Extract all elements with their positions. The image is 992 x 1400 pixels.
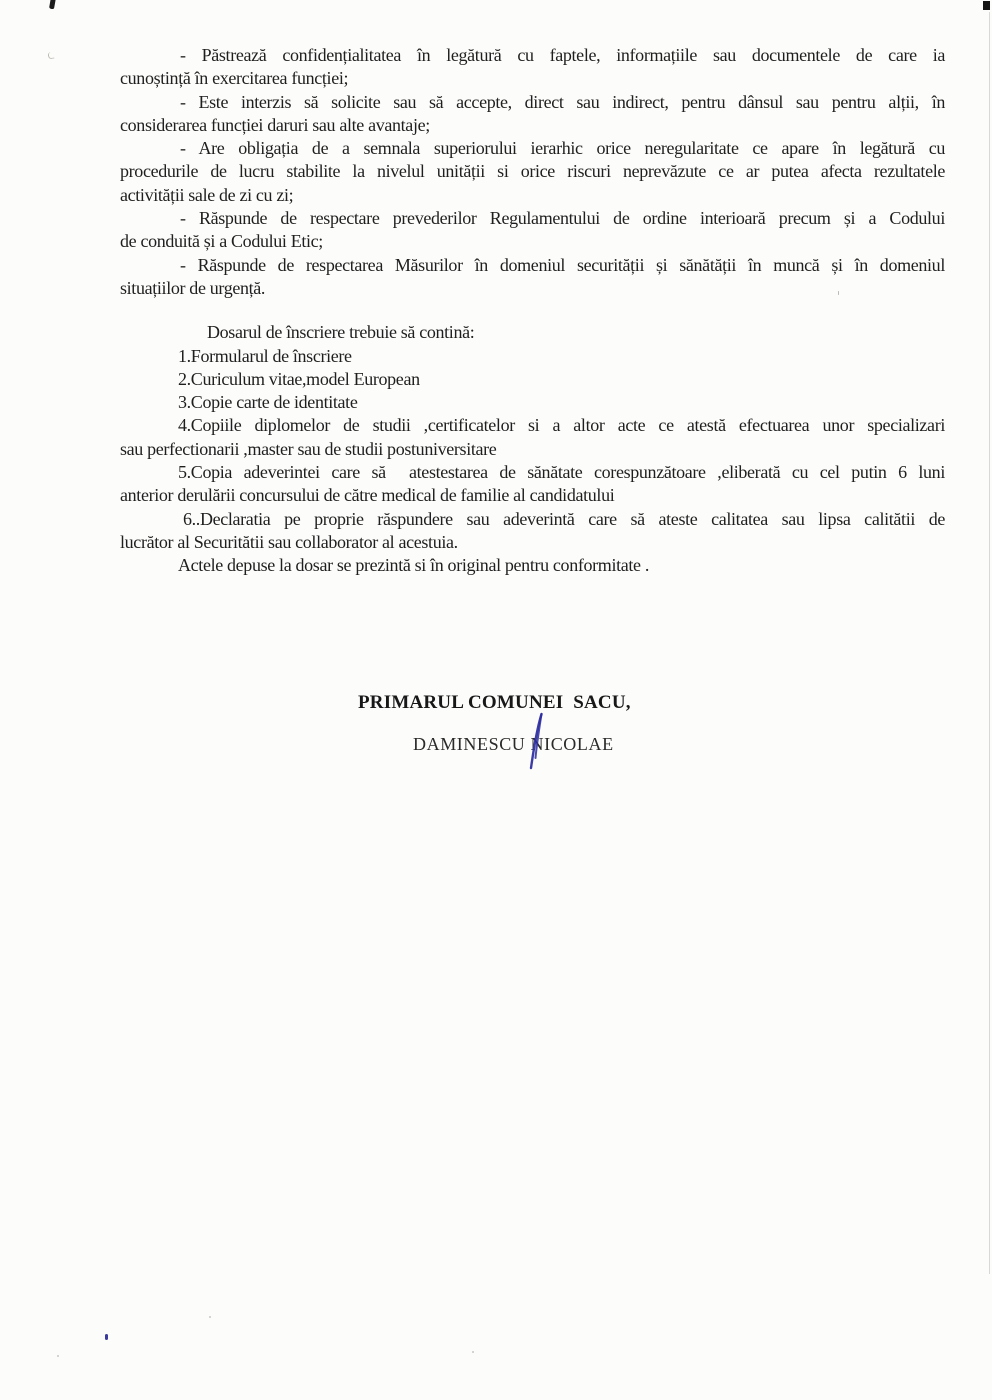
text-line: - Răspunde de respectare prevederilor Regulamentului de ordine interioară precum și a Codului (180, 208, 945, 229)
scan-mark-top-left (49, 0, 56, 9)
text-line: - Este interzis să solicite sau să accepte, direct sau indirect, pentru dânsul sau pentru alții, în (180, 91, 945, 112)
scan-smudge-left-margin (48, 52, 55, 60)
text-line: - Răspunde de respectarea Măsurilor în domeniul securității și sănătății în muncă și în domeniul (180, 254, 945, 275)
signature-name: DAMINESCU NICOLAE (413, 734, 614, 754)
text-line: lucrător al Securitătii sau collaborator al acestuia. (120, 531, 458, 552)
scan-speck (472, 1351, 474, 1353)
text-line: activității sale de zi cu zi; (120, 184, 294, 205)
text-line: situațiilor de urgență. (120, 277, 266, 298)
text-line: 5.Copia adeverintei care să atestestarea de sănătate corespunzătoare ,eliberată cu cel putin 6 luni (178, 462, 945, 483)
text-line: 4.Copiile diplomelor de studii ,certificatelor si a altor acte ce atestă efectuarea unor specializari (178, 415, 945, 436)
scan-speck (57, 1355, 59, 1357)
text-line: sau perfectionarii ,master sau de studii postuniversitare (120, 438, 497, 459)
text-line: - Are obligația de a semnala superiorului ierarhic orice neregularitate ce apare în legătură cu (180, 138, 945, 159)
scan-mark-top-right-corner (983, 1, 990, 10)
text-line: - Păstrează confidențialitatea în legătură cu faptele, informațiile sau documentele de care ia (180, 45, 945, 65)
text-line: 1.Formularul de înscriere (178, 345, 352, 366)
pen-stroke-signature (522, 710, 552, 774)
text-line: considerarea funcției daruri sau alte avantaje; (120, 114, 430, 135)
signature-title: PRIMARUL COMUNEI SACU, (358, 692, 631, 713)
text-line: 2.Curiculum vitae,model European (178, 368, 420, 389)
text-line: procedurile de lucru stabilite la nivelul unității si orice riscuri neprevăzute ce ar putea afecta rezultatele (120, 161, 945, 182)
scan-speck (209, 1316, 211, 1318)
text-line: Actele depuse la dosar se prezintă si în original pentru conformitate . (178, 555, 649, 576)
text-line: 6..Declaratia pe proprie răspundere sau adeverintă care să ateste calitatea sau lipsa calitătii de (183, 508, 945, 529)
text-line: anterior derulării concursului de către medical de familie al candidatului (120, 485, 615, 506)
text-line: de conduită și a Codului Etic; (120, 231, 323, 252)
text-line: cunoștință în exercitarea funcției; (120, 68, 349, 89)
scan-speck (838, 291, 839, 295)
scan-edge-line-right (989, 12, 990, 1274)
ink-dot-bottom-left (105, 1334, 108, 1340)
text-line: 3.Copie carte de identitate (178, 392, 358, 413)
text-line: Dosarul de înscriere trebuie să contină: (207, 322, 475, 343)
document-text-body (120, 44, 945, 578)
